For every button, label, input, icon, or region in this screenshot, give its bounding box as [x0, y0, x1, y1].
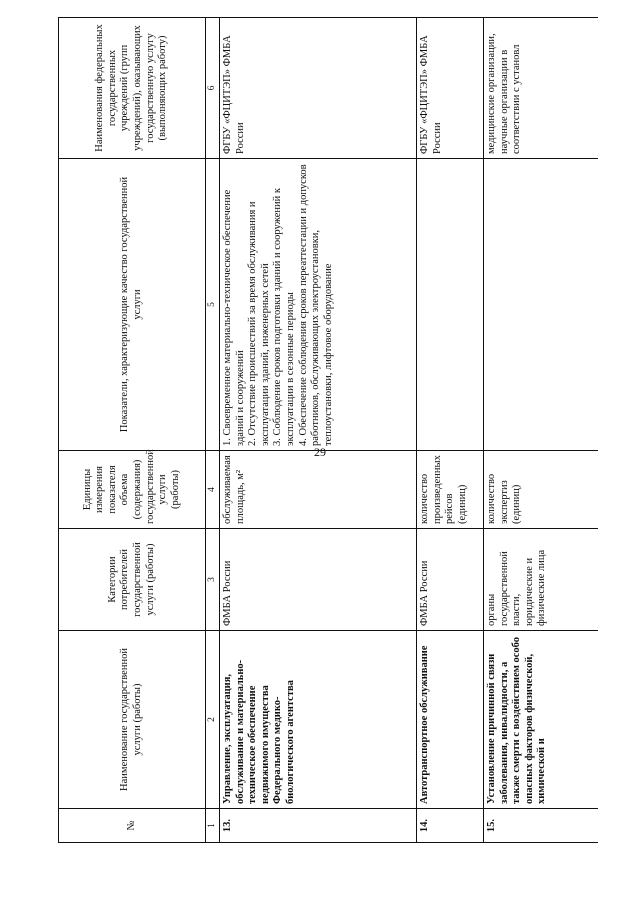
quality-indicators	[417, 159, 484, 451]
consumers: ФМБА России	[417, 529, 484, 631]
institutions: ФГБУ «ФЦИТЭП» ФМБА России	[417, 18, 484, 159]
table-row	[220, 18, 417, 843]
unit: количество произведенных рейсов (единиц)	[417, 451, 484, 529]
rotated-table-sheet	[58, 18, 592, 843]
table-row	[417, 18, 484, 843]
column-number: 4	[206, 451, 220, 529]
service-name: Автотранспортное обслуживание	[417, 631, 484, 809]
header-number: №	[59, 809, 206, 843]
header-consumers: Категории потребителей государственной услуги (работы)	[59, 529, 206, 631]
header-institutions: Наименования федеральных государственных учреждений (групп учреждений), оказывающих государственную услугу (выполняющих работу)	[59, 18, 206, 159]
column-number: 5	[206, 159, 220, 451]
header-unit: Единицы измерения показателя объема (содержания) государственной услуги (работы)	[59, 451, 206, 529]
header-row	[59, 18, 206, 843]
header-quality: Показатели, характеризующие качество государственной услуги	[59, 159, 206, 451]
column-number: 6	[206, 18, 220, 159]
quality-indicators	[220, 159, 417, 451]
table-row	[484, 18, 599, 843]
services-table	[58, 17, 598, 843]
institutions: медицинские организации, научные организации в соответствии с установл	[484, 18, 599, 159]
column-number: 1	[206, 809, 220, 843]
unit: обслуживаемая площадь, м²	[220, 451, 417, 529]
column-number: 3	[206, 529, 220, 631]
quality-item: 4. Обеспечение соблюдения сроков переаттестации и допусков работников, обслуживающих электроустановки, теплоустановки, лифтовое оборудование	[297, 164, 334, 446]
institutions: ФГБУ «ФЦИТЭП» ФМБА России	[220, 18, 417, 159]
row-number: 15.	[484, 809, 599, 843]
row-number: 13.	[220, 809, 417, 843]
consumers: ФМБА России	[220, 529, 417, 631]
row-number: 14.	[417, 809, 484, 843]
service-name: Управление, эксплуатация, обслуживание и материально-техническое обеспечение недвижимого имущества Федерального медико-биологического агентства	[220, 631, 417, 809]
header-service-name: Наименование государственной услуги (работы)	[59, 631, 206, 809]
quality-indicators	[484, 159, 599, 451]
column-number-row	[206, 18, 220, 843]
quality-item: 2. Отсутствие происшествий за время обслуживания и эксплуатации зданий, инженерных сетей	[247, 201, 271, 446]
quality-item: 3. Соблюдение сроков подготовки зданий и сооружений к эксплуатации в сезонные периоды	[272, 188, 296, 446]
unit: количество экспертиз (единиц)	[484, 451, 599, 529]
consumers: органы государственной власти, юридические и физические лица	[484, 529, 599, 631]
column-number: 2	[206, 631, 220, 809]
quality-item: 1. Своевременное материально-техническое обеспечение зданий и сооружений	[222, 189, 246, 446]
page-number: 29	[314, 445, 326, 459]
service-name: Установление причинной связи заболевания, инвалидности, а также смерти с воздействием особо опасных факторов физической, химической и	[484, 631, 599, 809]
